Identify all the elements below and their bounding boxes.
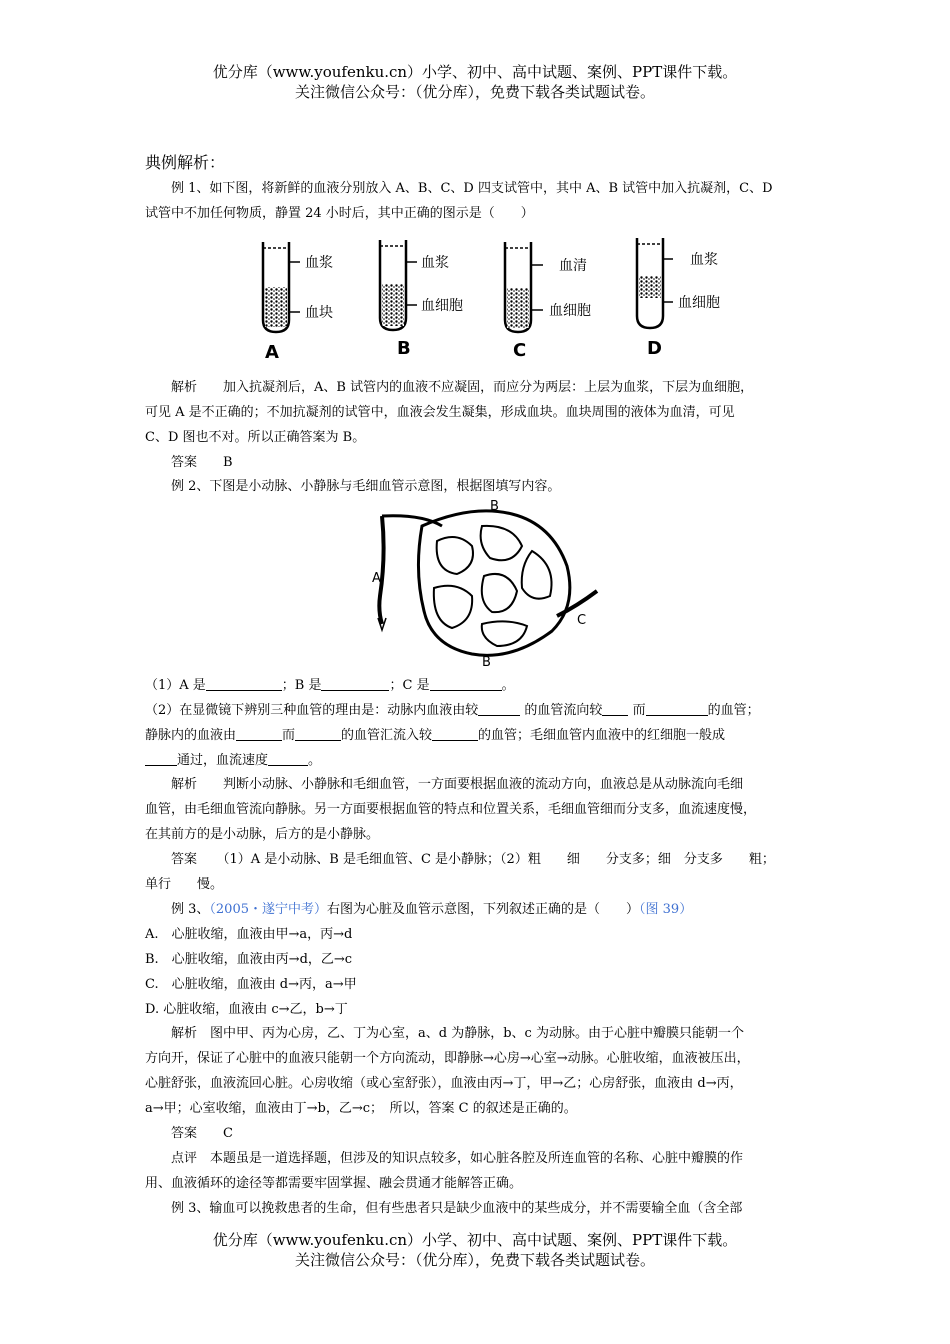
tube-c-bottom-label: 血细胞	[549, 303, 591, 319]
tube-d-bottom-label: 血细胞	[678, 295, 720, 311]
ex4-question-line-1: 例 3、输血可以挽救患者的生命，但有些患者只是缺少血液中的某些成分，并不需要输全血（含全部	[171, 1201, 743, 1216]
fill-3-c-label: 的血管汇流入较	[341, 728, 433, 743]
fill-2-b-label: 的血管流向较	[524, 703, 603, 718]
footer-line-2: 关注微信公众号：（优分库），免费下载各类试题试卷。	[294, 1251, 655, 1269]
blank-2b[interactable]	[602, 701, 628, 716]
ex3-option-d: D. 心脏收缩，血液由 c→乙，b→丁	[145, 1002, 348, 1017]
ex3-analysis-line-4: a→甲；心室收缩，血液由丁→b，乙→c； 所以，答案 C 的叙述是正确的。	[145, 1101, 577, 1116]
fill-1-b-label: ；B 是	[281, 678, 322, 693]
ex3-answer: 答案 C	[171, 1126, 233, 1141]
tube-a-top-label: 血浆	[305, 255, 333, 271]
tube-c	[505, 242, 591, 361]
tube-c-top-label: 血清	[559, 258, 587, 274]
ex3-option-b: B. 心脏收缩，血液由丙→d，乙→c	[145, 952, 353, 967]
ex3-label: 例 3、	[171, 902, 210, 917]
ex2-fill-line-1	[145, 673, 815, 698]
blank-a[interactable]	[206, 676, 282, 691]
ex3-question	[145, 897, 841, 922]
ex3-analysis-line-3: 心脏舒张，血液流回心脏。心房收缩（或心室舒张），血液由丙→丁，甲→乙；心房舒张，血液由 d→丙，	[145, 1076, 743, 1091]
fill-2-c-label: 而	[632, 703, 646, 718]
ex3-analysis-line-1: 解析 图中甲、丙为心房，乙、丁为心室，a、d 为静脉，b、c 为动脉。由于心脏中瓣膜只能朝一个	[171, 1026, 744, 1041]
fill-1-a-label: （1）A 是	[145, 678, 206, 693]
ex3-analysis-line-2: 方向开，保证了心脏中的血液只能朝一个方向流动，即静脉→心房→心室→动脉。心脏收缩，血液被压出，	[145, 1051, 750, 1066]
test-tube-figure	[245, 232, 755, 362]
ex1-question-line-2: 试管中不加任何物质，静置 24 小时后，其中正确的图示是（ ）	[145, 206, 534, 221]
fill-2-a-label: （2）在显微镜下辨别三种血管的理由是：动脉内血液由较	[145, 703, 479, 718]
tube-c-letter: C	[513, 340, 527, 361]
ex1-question-line-1: 例 1、如下图，将新鲜的血液分别放入 A、B、C、D 四支试管中，其中 A、B 试管中加入抗凝剂，C、D	[171, 181, 773, 196]
tube-d	[637, 238, 720, 359]
tube-a	[263, 242, 333, 362]
ex1-analysis-line-1: 解析 加入抗凝剂后，A、B 试管内的血液不应凝固，而应分为两层：上层为血浆，下层为血细胞，	[171, 380, 754, 395]
ex2-answer-line-2: 单行 慢。	[145, 877, 224, 892]
vessel-label-a: A	[372, 571, 381, 586]
blank-2a[interactable]	[478, 701, 520, 716]
blank-b[interactable]	[321, 676, 389, 691]
fill-4-b-label: 通过，血流速度	[177, 753, 269, 768]
vessel-label-b-bottom: B	[482, 655, 491, 668]
ex3-option-a: A. 心脏收缩，血液由甲→a，丙→d	[145, 927, 353, 942]
fill-1-c-label: ；C 是	[389, 678, 430, 693]
section-title: 典例解析：	[145, 153, 226, 172]
ex3-question-text: 右图为心脏及血管示意图，下列叙述正确的是（ ）	[327, 902, 640, 917]
fill-3-d-label: 的血管；毛细血管内血液中的红细胞一般成	[478, 728, 726, 743]
header-line-2: 关注微信公众号：（优分库），免费下载各类试题试卷。	[294, 83, 655, 101]
fill-2-d-label: 的血管；	[707, 703, 760, 718]
ex2-fill-line-3	[145, 723, 815, 748]
vessel-label-c: C	[577, 613, 587, 628]
ex3-source: （2005・遂宁中考）	[209, 902, 327, 917]
ex2-analysis-line-1: 解析 判断小动脉、小静脉和毛细血管，一方面要根据血液的流动方向，血液总是从动脉流向毛细	[171, 777, 744, 792]
blank-2c[interactable]	[646, 701, 708, 716]
blank-c[interactable]	[430, 676, 502, 691]
ex2-fill-line-2	[145, 698, 815, 723]
header-line-1: 优分库（www.youfenku.cn）小学、初中、高中试题、案例、PPT课件下载。	[212, 63, 738, 81]
tube-b-bottom-label: 血细胞	[421, 298, 463, 314]
fill-1-end: 。	[501, 678, 515, 693]
ex1-answer: 答案 B	[171, 455, 233, 470]
tube-b-top-label: 血浆	[421, 255, 449, 271]
blank-3c[interactable]	[432, 726, 478, 741]
ex2-analysis-line-2: 血管，由毛细血管流向静脉。另一方面要根据血管的特点和位置关系，毛细血管细而分支多，血流速度慢，	[145, 802, 757, 817]
blank-4b[interactable]	[268, 751, 308, 766]
ex1-analysis-line-3: C、D 图也不对。所以正确答案为 B。	[145, 430, 366, 445]
ex3-option-c: C. 心脏收缩，血液由 d→丙，a→甲	[145, 977, 357, 992]
tube-a-bottom-label: 血块	[305, 305, 333, 321]
ex2-analysis-line-3: 在其前方的是小动脉，后方的是小静脉。	[145, 827, 380, 842]
tube-b	[380, 240, 463, 359]
blank-3a[interactable]	[236, 726, 282, 741]
ex1-analysis-line-2: 可见 A 是不正确的；不加抗凝剂的试管中，血液会发生凝集，形成血块。血块周围的液体为血清，可见	[145, 405, 735, 420]
ex3-comment-line-1: 点评 本题虽是一道选择题，但涉及的知识点较多，如心脏各腔及所连血管的名称、心脏中瓣膜的作	[171, 1151, 744, 1166]
ex2-answer-line-1: 答案 （1）A 是小动脉、B 是毛细血管、C 是小静脉；（2）粗 细 分支多；细 分支多 粗；	[171, 852, 775, 867]
ex2-fill-line-4	[145, 748, 815, 773]
tube-d-letter: D	[647, 338, 662, 359]
fill-3-a-label: 静脉内的血液由	[145, 728, 237, 743]
blank-4a[interactable]	[145, 751, 177, 766]
vessel-label-b-top: B	[490, 499, 499, 514]
ex3-comment-line-2: 用、血液循环的途径等都需要牢固掌握、融会贯通才能解答正确。	[145, 1176, 523, 1191]
tube-d-top-label: 血浆	[690, 252, 718, 268]
footer-line-1: 优分库（www.youfenku.cn）小学、初中、高中试题、案例、PPT课件下载。	[212, 1231, 738, 1249]
blank-3b[interactable]	[295, 726, 341, 741]
fill-3-b-label: 而	[282, 728, 296, 743]
fill-4-c-label: 。	[308, 753, 322, 768]
ex2-question: 例 2、下图是小动脉、小静脉与毛细血管示意图，根据图填写内容。	[171, 479, 561, 494]
ex3-figure-ref: （图 39）	[639, 902, 693, 917]
tube-a-letter: A	[265, 342, 279, 362]
tube-b-letter: B	[397, 338, 411, 359]
blood-vessel-figure	[362, 496, 602, 668]
